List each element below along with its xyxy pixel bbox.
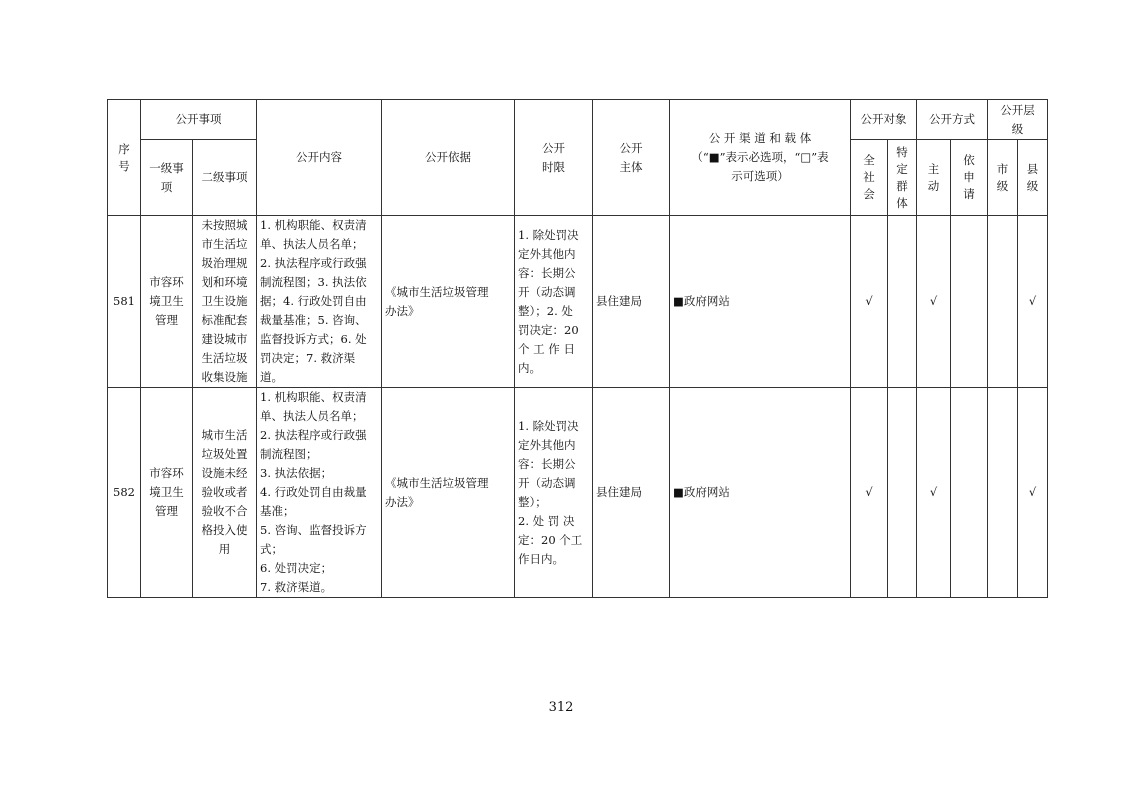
row-audience-all-check: √ [851, 388, 888, 598]
row-timelimit: 1. 除处罚决 定外其他内 容：长期公 开（动态调 整）； 2. 处 罚 决 定：20 个工 作日内。 [515, 388, 593, 598]
row-timelimit: 1. 除处罚决 定外其他内 容：长期公 开（动态调 整）；2. 处 罚决定：20 个 工 作 日 内。 [515, 216, 593, 388]
row-subject: 县住建局 [593, 388, 670, 598]
row-basis: 《城市生活垃圾管理 办法》 [382, 216, 515, 388]
row-item-l2: 未按照城 市生活垃 圾治理规 划和环境 卫生设施 标准配套 建设城市 生活垃圾 收集设施 [193, 216, 257, 388]
row-method-active-check: √ [917, 216, 951, 388]
row-seq: 581 [108, 216, 141, 388]
header-level-county: 县 级 [1018, 140, 1048, 216]
header-subject: 公开 主体 [593, 100, 670, 216]
row-audience-specific-check [888, 216, 917, 388]
table-row [108, 216, 1048, 388]
row-content: 1. 机构职能、权责清 单、执法人员名单； 2. 执法程序或行政强 制流程图； 3. 执法依据； 4. 行政处罚自由裁量 基准； 5. 咨询、监督投诉方 式； 6. 处罚决定； 7. 救济渠道。 [257, 388, 382, 598]
header-level: 公开层 级 [988, 100, 1048, 140]
row-level-city-check [988, 216, 1018, 388]
row-audience-all-check: √ [851, 216, 888, 388]
row-content: 1. 机构职能、权责清 单、执法人员名单； 2. 执法程序或行政强 制流程图；3. 执法依 据；4. 行政处罚自由 裁量基准；5. 咨询、 监督投诉方式；6. 处 罚决定；7. 救济渠道。 [257, 216, 382, 388]
disclosure-table [107, 99, 1048, 598]
header-timelimit: 公开 时限 [515, 100, 593, 216]
header-seq: 序 号 [108, 100, 141, 216]
row-basis: 《城市生活垃圾管理 办法》 [382, 388, 515, 598]
row-level-county-check: √ [1018, 388, 1048, 598]
header-item-group: 公开事项 [141, 100, 257, 140]
row-item-l1: 市容环 境卫生 管理 [141, 216, 193, 388]
row-method-request-check [951, 216, 988, 388]
header-method: 公开方式 [917, 100, 988, 140]
row-level-city-check [988, 388, 1018, 598]
page-number: 312 [548, 700, 574, 715]
table-row [108, 388, 1048, 598]
header-content: 公开内容 [257, 100, 382, 216]
header-audience: 公开对象 [851, 100, 917, 140]
header-method-request: 依 申 请 [951, 140, 988, 216]
header-level-city: 市 级 [988, 140, 1018, 216]
row-channel: ■政府网站 [670, 216, 851, 388]
header-item-l2: 二级事项 [193, 140, 257, 216]
row-method-active-check: √ [917, 388, 951, 598]
row-audience-specific-check [888, 388, 917, 598]
header-basis: 公开依据 [382, 100, 515, 216]
row-subject: 县住建局 [593, 216, 670, 388]
row-item-l1: 市容环 境卫生 管理 [141, 388, 193, 598]
header-row-1 [108, 100, 1048, 140]
header-item-l1: 一级事 项 [141, 140, 193, 216]
row-item-l2: 城市生活 垃圾处置 设施未经 验收或者 验收不合 格投入使 用 [193, 388, 257, 598]
header-audience-specific: 特 定 群 体 [888, 140, 917, 216]
header-audience-all: 全 社 会 [851, 140, 888, 216]
row-seq: 582 [108, 388, 141, 598]
row-level-county-check: √ [1018, 216, 1048, 388]
header-method-active: 主 动 [917, 140, 951, 216]
row-method-request-check [951, 388, 988, 598]
header-channel: 公 开 渠 道 和 载 体 （“■”表示必选项，“□”表 示可选项） [670, 100, 851, 216]
row-channel: ■政府网站 [670, 388, 851, 598]
